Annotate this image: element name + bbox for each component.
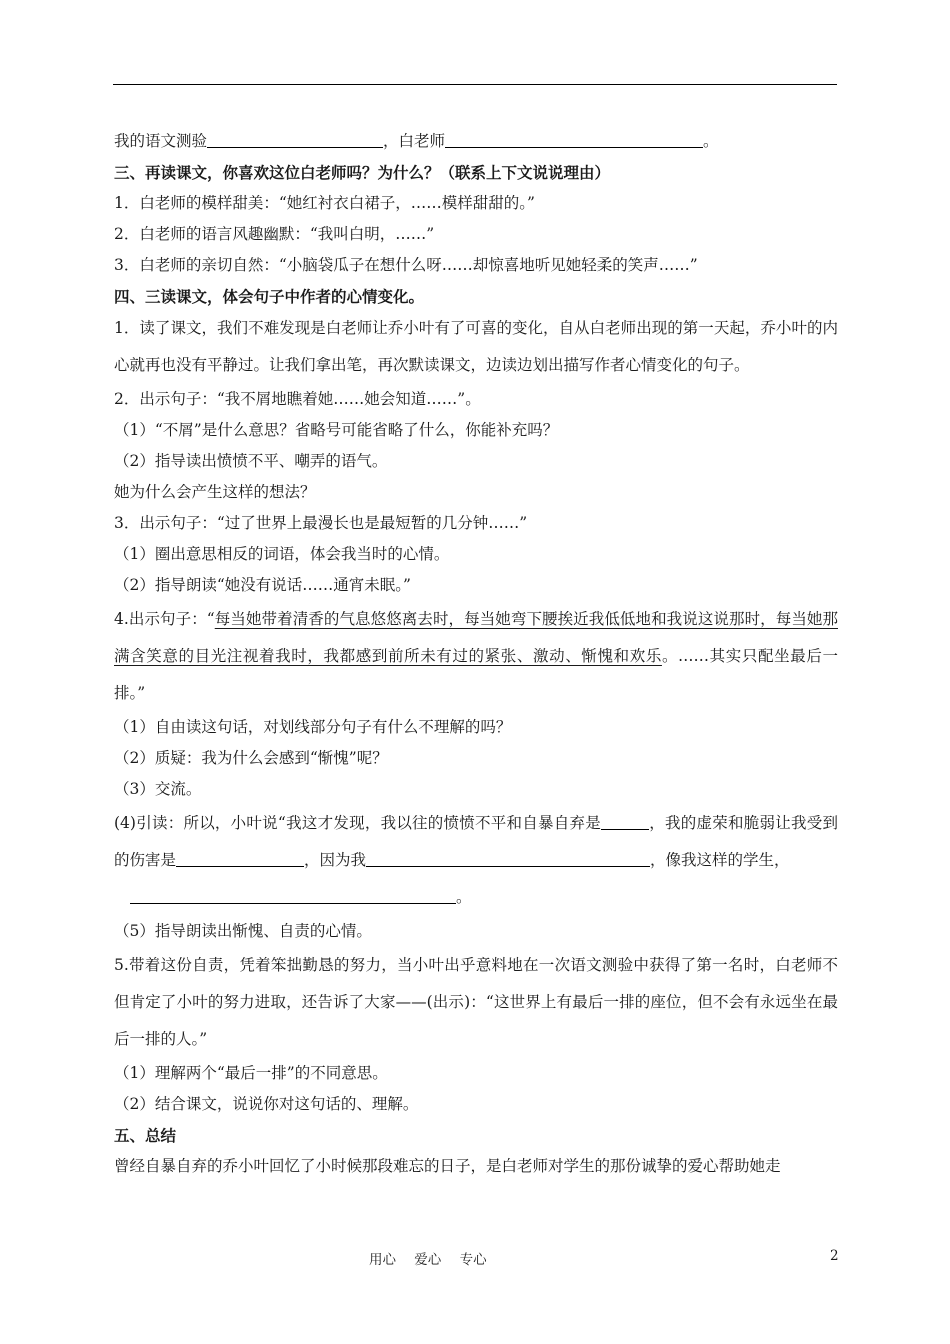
test-result-line <box>114 126 838 157</box>
answer-blank[interactable] <box>445 129 703 148</box>
page-number: 2 <box>830 1248 839 1264</box>
footer-motto: 用心 爱心 专心 <box>369 1252 487 1268</box>
sub-item: （3）交流。 <box>114 780 202 798</box>
answer-blank[interactable] <box>176 848 304 867</box>
text-segment: 4.出示句子：“ <box>114 610 215 628</box>
text-segment: 。……其实只配坐最后一排。” <box>114 647 838 702</box>
text-segment: ，白老师 <box>383 132 446 150</box>
sub-item: （1）理解两个“最后一排”的不同意思。 <box>114 1064 388 1082</box>
sub-item: （5）指导朗读出惭愧、自责的心情。 <box>114 922 372 940</box>
underlined-sentence: 每当她带着清香的气息悠悠离去时，每当她弯下腰挨近我低低地和我说这说那时，每当她那满含笑意的目光注视着我时，我都感到前所未有过的紧张、激动、惭愧和欢乐 <box>114 610 838 665</box>
list-item: 1．白老师的模样甜美：“她红衬衣白裙子，……模样甜甜的。” <box>114 194 535 212</box>
text-segment: 我的语文测验 <box>114 132 208 150</box>
text-segment: 。 <box>456 888 472 906</box>
list-item: 3．白老师的亲切自然：“小脑袋瓜子在想什么呀……却惊喜地听见她轻柔的笑声……” <box>114 256 698 274</box>
text-segment: ，我的虚荣和脆弱让我受到的伤害是 <box>114 814 838 869</box>
section-heading-5: 五、总结 <box>114 1126 177 1145</box>
list-item: 2．出示句子：“我不屑地瞧着她……她会知道……”。 <box>114 390 481 408</box>
text-segment: ，像我这样的学生， <box>650 851 790 869</box>
paragraph: 1．读了课文，我们不难发现是白老师让乔小叶有了可喜的变化，自从白老师出现的第一天起，乔小叶的内心就再也没有平静过。让我们拿出笔，再次默读课文，边读边划出描写作者心情变化的句子。 <box>114 319 838 374</box>
sub-item: （2）结合课文，说说你对这句话的、理解。 <box>114 1095 419 1113</box>
sub-item: （1）“不屑”是什么意思？省略号可能省略了什么，你能补充吗？ <box>114 421 559 439</box>
list-item: 2．白老师的语言风趣幽默：“我叫白明，……” <box>114 225 435 243</box>
text-segment: ，因为我 <box>304 851 367 869</box>
answer-blank[interactable] <box>366 848 650 867</box>
sub-item: （1）圈出意思相反的词语，体会我当时的心情。 <box>114 545 450 563</box>
section-heading-3: 三、再读课文，你喜欢这位白老师吗？为什么？（联系上下文说说理由） <box>114 163 611 182</box>
sub-item: （1）自由读这句话，对划线部分句子有什么不理解的吗？ <box>114 718 512 736</box>
sub-item: （2）指导读出愤愤不平、嘲弄的语气。 <box>114 452 388 470</box>
section-heading-4: 四、三读课文，体会句子中作者的心情变化。 <box>114 287 425 306</box>
header-rule <box>113 84 837 85</box>
text-segment: 。 <box>703 132 719 150</box>
paragraph: 曾经自暴自弃的乔小叶回忆了小时候那段难忘的日子，是白老师对学生的那份诚挚的爱心帮助她走 <box>114 1157 781 1175</box>
paragraph: 她为什么会产生这样的想法？ <box>114 483 316 501</box>
answer-blank[interactable] <box>601 811 649 830</box>
quoted-sentence-paragraph <box>114 601 838 712</box>
sub-item: （2）质疑：我为什么会感到“惭愧”呢？ <box>114 749 388 767</box>
sub-item: （2）指导朗读“她没有说话……通宵未眠。” <box>114 576 411 594</box>
document-body <box>114 126 838 1182</box>
text-segment: (4)引读：所以，小叶说“我这才发现，我以往的愤愤不平和自暴自弃是 <box>114 814 602 832</box>
paragraph: 5.带着这份自责，凭着笨拙勤恳的努力，当小叶出乎意料地在一次语文测验中获得了第一名时，白老师不但肯定了小叶的努力进取，还告诉了大家——(出示)：“这世界上有最后一排的座位，但不会有永远坐在最后一排的人。” <box>114 956 838 1048</box>
list-item: 3．出示句子：“过了世界上最漫长也是最短暂的几分钟……” <box>114 514 528 532</box>
fill-in-paragraph <box>114 805 838 916</box>
answer-blank[interactable] <box>130 885 456 904</box>
answer-blank[interactable] <box>207 129 383 148</box>
